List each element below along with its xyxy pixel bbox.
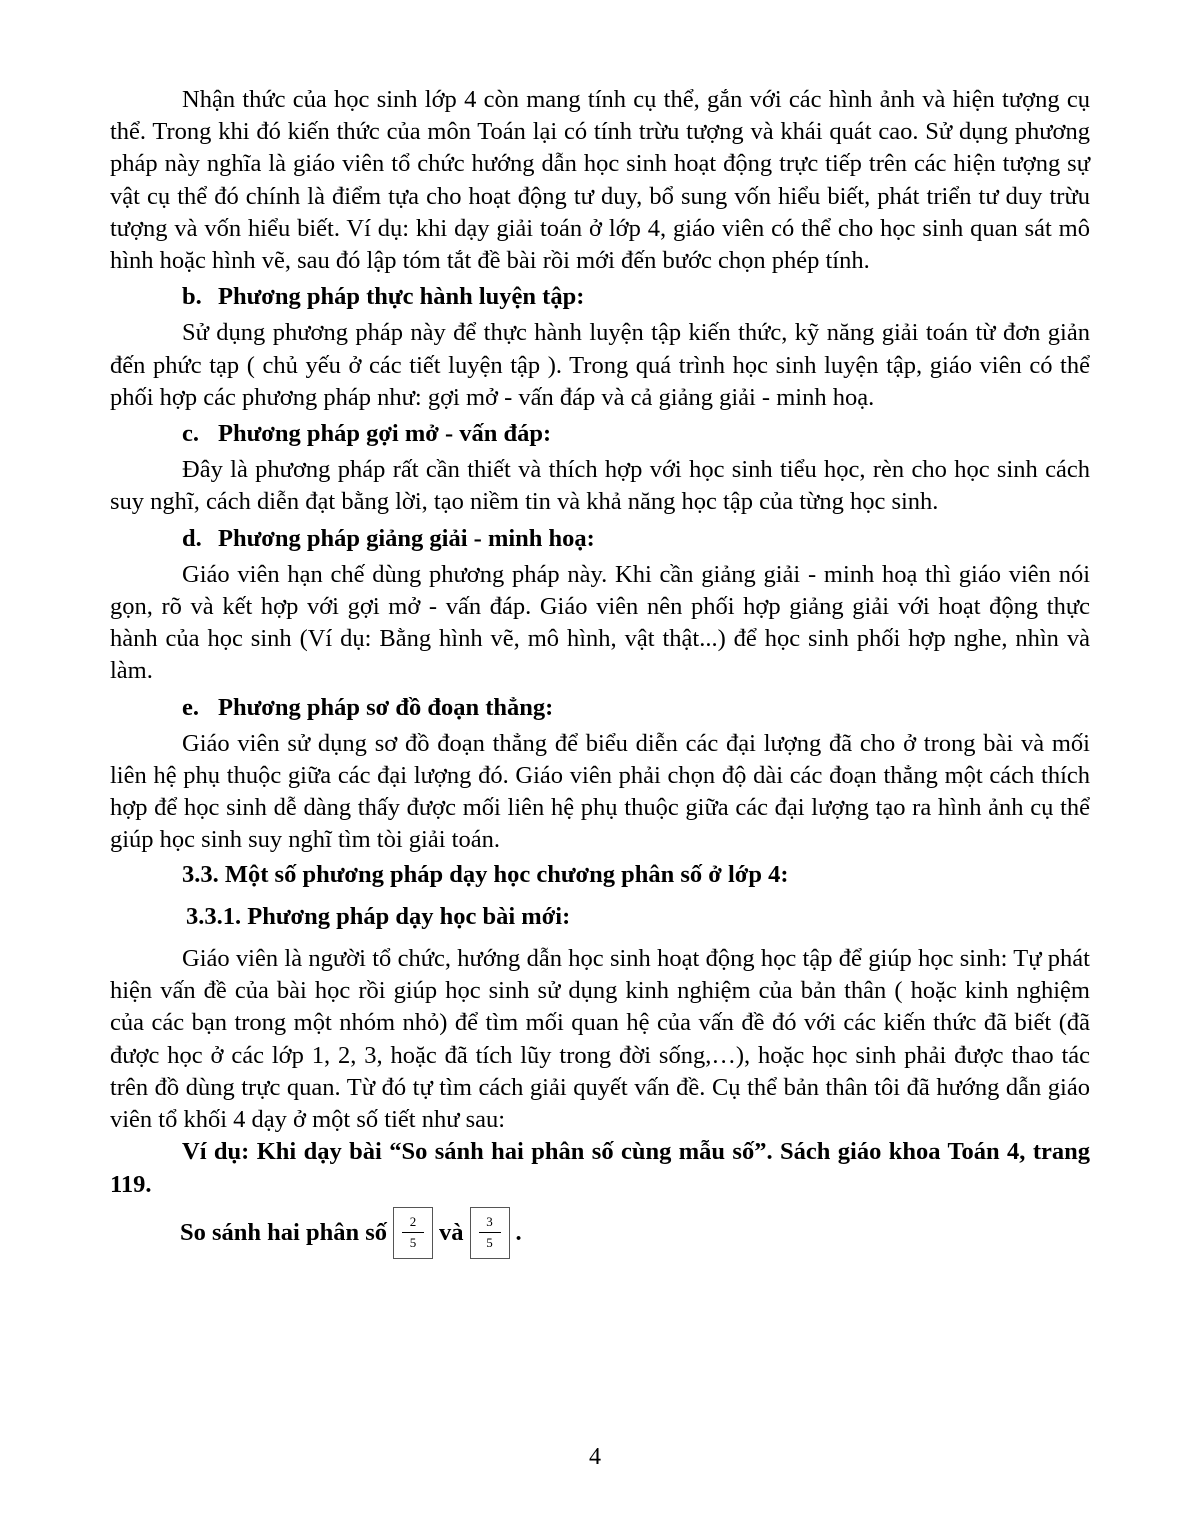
fraction2-numerator: 3 [486, 1214, 493, 1230]
fraction2-bar [479, 1232, 501, 1233]
fraction2-denominator: 5 [486, 1235, 493, 1251]
fraction-two-fifths [393, 1207, 433, 1259]
fraction1-denominator: 5 [409, 1235, 417, 1251]
document-page [110, 84, 1090, 1259]
paragraph-intro: Nhận thức của học sinh lớp 4 còn mang tính cụ thể, gắn với các hình ảnh và hiện tượng cụ thể. Trong khi đó kiến thức của môn Toán lại có tính trừu tượng và khái quát cao. Sử dụng phương pháp này nghĩa là giáo viên tổ chức hướng dẫn học sinh hoạt động trực tiếp trên các hiện tượng sự vật cụ thể đó chính là điểm tựa cho hoạt động tư duy, bổ sung vốn hiểu biết, phát triển tư duy trừu tượng và vốn hiểu biết. Ví dụ: khi dạy giải toán ở lớp 4, giáo viên có thể cho học sinh quan sát mô hình hoặc hình vẽ, sau đó lập tóm tắt đề bài rồi mới đến bước chọn phép tính. [110, 86, 1090, 275]
compare-end-mark: . [515, 1218, 522, 1246]
example-paragraph: Ví dụ: Khi dạy bài “So sánh hai phân số cùng mẫu số”. Sách giáo khoa Toán 4, trang 119. [110, 1138, 1090, 1198]
heading-c-text: Phương pháp gợi mở - vấn đáp: [218, 420, 552, 448]
subsection-heading-3-3-1: 3.3.1. Phương pháp dạy học bài mới: [186, 902, 571, 930]
fraction-comparison [110, 1207, 1090, 1259]
fraction-three-fifths [470, 1207, 510, 1259]
heading-d [110, 523, 1090, 555]
heading-d-letter: d. [182, 524, 202, 552]
paragraph-e: Giáo viên sử dụng sơ đồ đoạn thẳng để biểu diễn các đại lượng đã cho ở trong bài và mối liên hệ phụ thuộc giữa các đại lượng đó. Giáo viên phải chọn độ dài các đoạn thẳng một cách thích hợp để học sinh dễ dàng thấy được mối liên hệ phụ thuộc giữa các đại lượng tạo ra hình ảnh cụ thể giúp học sinh suy nghĩ tìm tòi giải toán. [110, 729, 1090, 854]
paragraph-c: Đây là phương pháp rất cần thiết và thích hợp với học sinh tiểu học, rèn cho học sinh cách suy nghĩ, cách diễn đạt bằng lời, tạo niềm tin và khả năng học tập của từng học sinh. [110, 456, 1090, 516]
fraction1-numerator: 2 [409, 1214, 417, 1230]
heading-d-text: Phương pháp giảng giải - minh hoạ: [218, 524, 595, 552]
heading-e [110, 692, 1090, 724]
paragraph-b: Sử dụng phương pháp này để thực hành luyện tập kiến thức, kỹ năng giải toán từ đơn giản đến phức tạp ( chủ yếu ở các tiết luyện tập ). Trong quá trình học sinh luyện tập, giáo viên có thể phối hợp các phương pháp như: gợi mở - vấn đáp và cả giảng giải - minh hoạ. [110, 319, 1090, 411]
fraction1-bar [402, 1232, 424, 1233]
page-number: 4 [589, 1444, 601, 1470]
heading-e-text: Phương pháp sơ đồ đoạn thẳng: [218, 693, 554, 721]
compare-connector: và [439, 1218, 464, 1246]
heading-b-text: Phương pháp thực hành luyện tập: [218, 283, 585, 311]
paragraph-d: Giáo viên hạn chế dùng phương pháp này. Khi cần giảng giải - minh hoạ thì giáo viên nói gọn, rõ và kết hợp với gợi mở - vấn đáp. Giáo viên nên phối hợp giảng giải với hoạt động thực hành của học sinh (Ví dụ: Bằng hình vẽ, mô hình, vật thật...) để học sinh phối hợp nghe, nhìn và làm. [110, 560, 1090, 685]
heading-c-letter: c. [182, 420, 199, 448]
section-heading-3-3: 3.3. Một số phương pháp dạy học chương phân số ở lớp 4: [182, 860, 789, 888]
heading-b [110, 281, 1090, 313]
compare-prefix: So sánh hai phân số [180, 1218, 388, 1246]
heading-e-letter: e. [182, 693, 199, 721]
heading-b-letter: b. [182, 283, 202, 311]
paragraph-3-3-1: Giáo viên là người tổ chức, hướng dẫn học sinh hoạt động học tập để giúp học sinh: Tự phát hiện vấn đề của bài học rồi giúp học sinh sử dụng kinh nghiệm của bản thân ( hoặc kinh nghiệm của các bạn trong một nhóm nhỏ) để tìm mối quan hệ của vấn đề đó với các kiến thức đã biết (đã được học ở các lớp 1, 2, 3, hoặc đã tích lũy trong đời sống,…), hoặc học sinh phải được thao tác trên đồ dùng trực quan. Từ đó tự tìm cách giải quyết vấn đề. Cụ thể bản thân tôi đã hướng dẫn giáo viên tổ khối 4 dạy ở một số tiết như sau: [110, 945, 1090, 1134]
heading-c [110, 418, 1090, 450]
